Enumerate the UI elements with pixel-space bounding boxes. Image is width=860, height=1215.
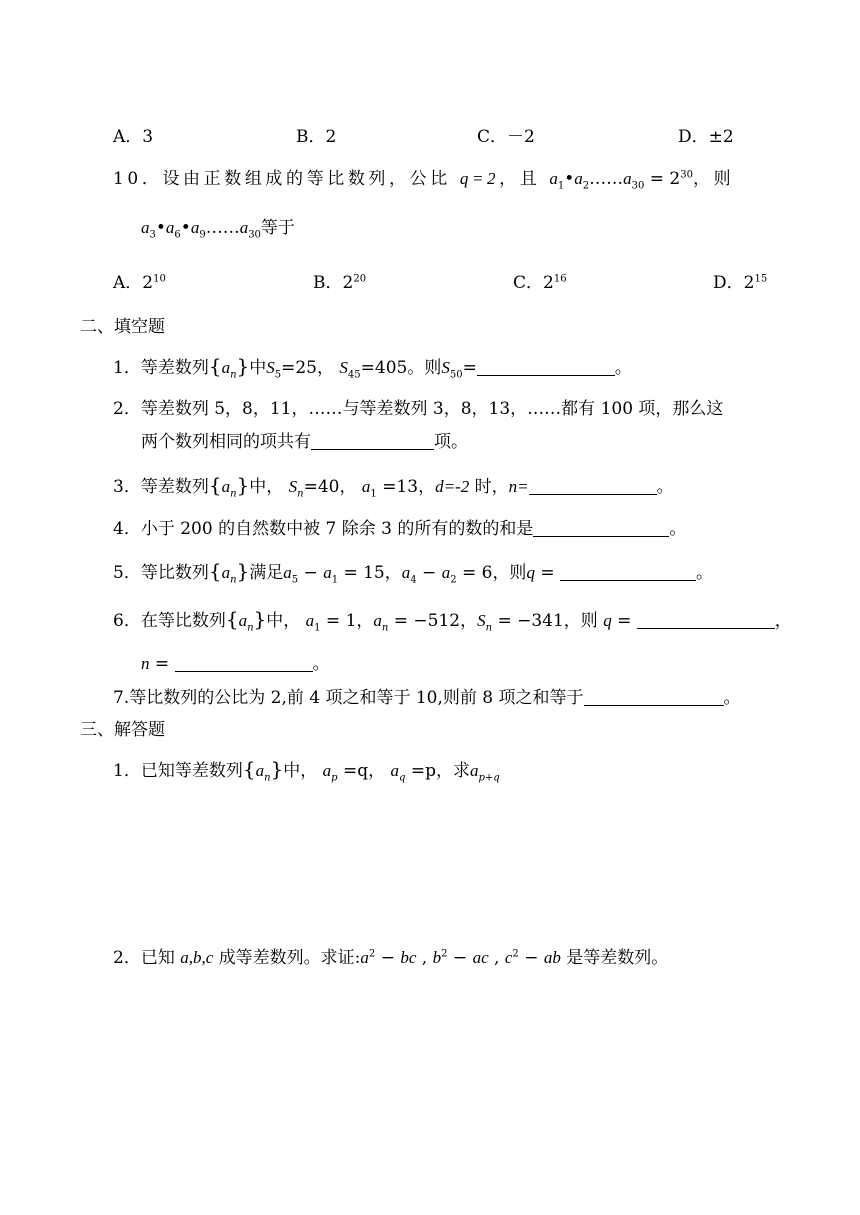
s2-q6-n-blank[interactable]: [175, 671, 313, 672]
s2-q6-line2: n = 。: [141, 654, 330, 674]
s2-q1-answer-blank[interactable]: [477, 375, 615, 376]
s2-q2-line2: 两个数列相同的项共有 项。: [141, 432, 468, 452]
seq-an: $\{a_n\}$: [208, 473, 250, 500]
s2-q6-line1: 6．在等比数列$\{a_n\}$中， $a_1 = 1$，$a_n = -512$，$S_n = -341$，则 q = ，: [113, 607, 792, 634]
q9-option-b: B．2: [296, 127, 337, 147]
s3-q1: 1．已知等差数列$\{a_n\}$中， $a_p =q$， $a_q =p$，求$a_{p+q}$: [113, 757, 500, 784]
q10-product-formula: $a_1•a_2\dots\dots a_{30} = 2^{30}$: [549, 169, 693, 192]
s2-q5-answer-blank[interactable]: [560, 580, 696, 581]
q10-line2: [141, 217, 295, 239]
s2-q3-answer-blank[interactable]: [529, 494, 657, 495]
q9-option-d: D．±2: [678, 127, 734, 147]
q9-option-c: C．－2: [477, 127, 535, 147]
q10-line1: [113, 168, 734, 190]
q10-stem-1: 设由正数组成的等比数列，公比: [162, 169, 451, 189]
s2-q5: 5．等比数列$\{a_n\}$满足$a_5 - a_1 = 15$，$a_4 - a_2 = 6$，则q = 。: [113, 559, 713, 586]
s2-q7-answer-blank[interactable]: [584, 705, 724, 706]
seq-an: $\{a_n\}$: [242, 757, 284, 784]
q9-option-a: A．3: [113, 127, 154, 147]
s2-q7: 7.等比数列的公比为 2,前 4 项之和等于 10,则前 8 项之和等于 。: [113, 688, 741, 708]
s2-q2-answer-blank[interactable]: [311, 449, 434, 450]
s2-q4: 4．小于 200 的自然数中被 7 除余 3 的所有的数的和是 。: [113, 519, 687, 539]
q10-option-d: D．$2^{15}$: [713, 273, 768, 293]
q10-stem-3: ，则: [692, 169, 735, 189]
section3-heading: 三、解答题: [80, 720, 165, 740]
s2-q3: 3．等差数列$\{a_n\}$中， $S_n=40$， $a_1 =13$，d=-2 时，n= 。: [113, 473, 674, 500]
s3-q2: 2．已知 a,b,c 成等差数列。求证$:a^2$ − bc , $b^2$ − ac , $c^2$ − ab 是等差数列。: [113, 948, 669, 968]
q10-option-b: B．$2^{20}$: [313, 273, 367, 293]
s3-q2-formula: $a^2$ − bc , $b^2$ − ac , $c^2$ − ab: [360, 948, 561, 968]
q10-option-a: A．$2^{10}$: [113, 273, 166, 293]
seq-an: $\{a_n\}$: [208, 559, 250, 586]
q10-stem-2: ，且: [499, 169, 541, 189]
q10-number: 10．: [113, 169, 163, 189]
q10-product-2: $a_3•a_6•a_9\dots\dots a_{30}$: [141, 218, 261, 241]
q10-line2-end: 等于: [260, 218, 295, 238]
seq-an: $\{a_n\}$: [208, 354, 250, 381]
seq-an: $\{a_n\}$: [225, 607, 267, 634]
q10-ratio: q=2: [459, 169, 500, 188]
s2-q6-q-blank[interactable]: [637, 628, 775, 629]
s2-q4-answer-blank[interactable]: [533, 536, 669, 537]
q10-option-c: C．$2^{16}$: [513, 273, 567, 293]
s2-q2-line1: 2．等差数列 5，8，11，……与等差数列 3，8，13，……都有 100 项，那么这: [113, 399, 724, 419]
s2-q1: 1．等差数列$\{a_n\}$中$S_5=25$， $S_{45}=405$。则$S_{50}=$ 。: [113, 354, 632, 381]
section2-heading: 二、填空题: [80, 317, 165, 337]
